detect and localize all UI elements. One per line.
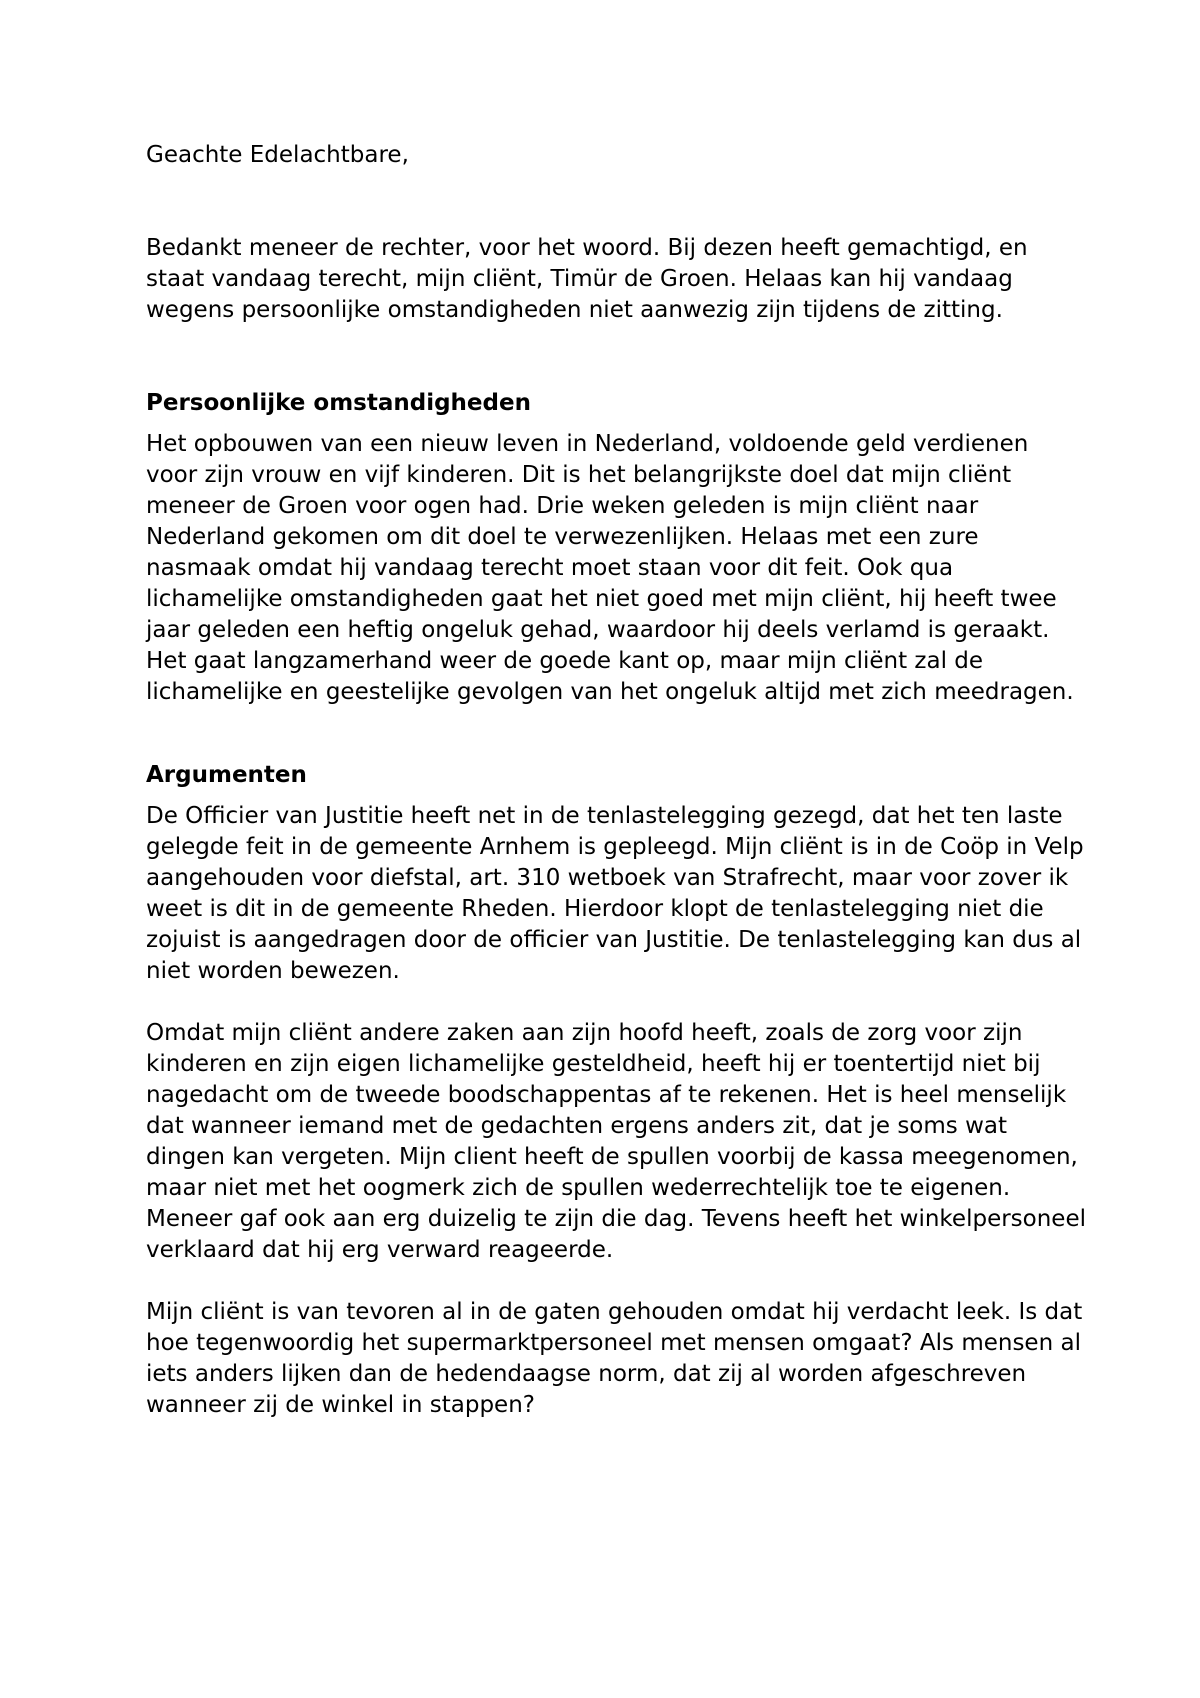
letter-body [146, 140, 1086, 1452]
paragraph-argumenten-1: De Officier van Justitie heeft net in de tenlastelegging gezegd, dat het ten laste gelegde feit in de gemeente Arnhem is gepleegd. Mijn cliënt is in de Coöp in Velp aangehouden voor diefstal, art. 310 wetboek van Strafrecht, maar voor zover ik weet is dit in de gemeente Rheden. Hierdoor klopt de tenlastelegging niet die zojuist is aangedragen door de officier van Justitie. De tenlastelegging kan dus al niet worden bewezen. [146, 803, 1084, 984]
salutation: Geachte Edelachtbare, [146, 142, 409, 168]
paragraph-argumenten-2: Omdat mijn cliënt andere zaken aan zijn hoofd heeft, zoals de zorg voor zijn kinderen en zijn eigen lichamelijke gesteldheid, heeft hij er toentertijd niet bij nagedacht om de tweede boodschappentas af te rekenen. Het is heel menselijk dat wanneer iemand met de gedachten ergens anders zit, dat je soms wat dingen kan vergeten. Mijn client heeft de spullen voorbij de kassa meegenomen, maar niet met het oogmerk zich de spullen wederrechtelijk toe te eigenen. Meneer gaf ook aan erg duizelig te zijn die dag. Tevens heeft het winkelpersoneel verklaard dat hij erg verward reageerde. [146, 1020, 1087, 1263]
intro-paragraph: Bedankt meneer de rechter, voor het woord. Bij dezen heeft gemachtigd, en staat vandaag terecht, mijn cliënt, Timür de Groen. Helaas kan hij vandaag wegens persoonlijke omstandigheden niet aanwezig zijn tijdens de zitting. [146, 235, 1028, 323]
section-heading-persoonlijke-omstandigheden: Persoonlijke omstandigheden [146, 390, 531, 416]
paragraph-argumenten-3: Mijn cliënt is van tevoren al in de gaten gehouden omdat hij verdacht leek. Is dat hoe tegenwoordig het supermarktpersoneel met mensen omgaat? Als mensen al iets anders lijken dan de hedendaagse norm, dat zij al worden afgeschreven wanneer zij de winkel in stappen? [146, 1299, 1083, 1418]
section-heading-argumenten: Argumenten [146, 762, 307, 788]
paragraph-persoonlijke-omstandigheden: Het opbouwen van een nieuw leven in Nederland, voldoende geld verdienen voor zijn vrouw en vijf kinderen. Dit is het belangrijkste doel dat mijn cliënt meneer de Groen voor ogen had. Drie weken geleden is mijn cliënt naar Nederland gekomen om dit doel te verwezenlijken. Helaas met een zure nasmaak omdat hij vandaag terecht moet staan voor dit feit. Ook qua lichamelijke omstandigheden gaat het niet goed met mijn cliënt, hij heeft twee jaar geleden een heftig ongeluk gehad, waardoor hij deels verlamd is geraakt. Het gaat langzamerhand weer de goede kant op, maar mijn cliënt zal de lichamelijke en geestelijke gevolgen van het ongeluk altijd met zich meedragen. [146, 431, 1074, 705]
